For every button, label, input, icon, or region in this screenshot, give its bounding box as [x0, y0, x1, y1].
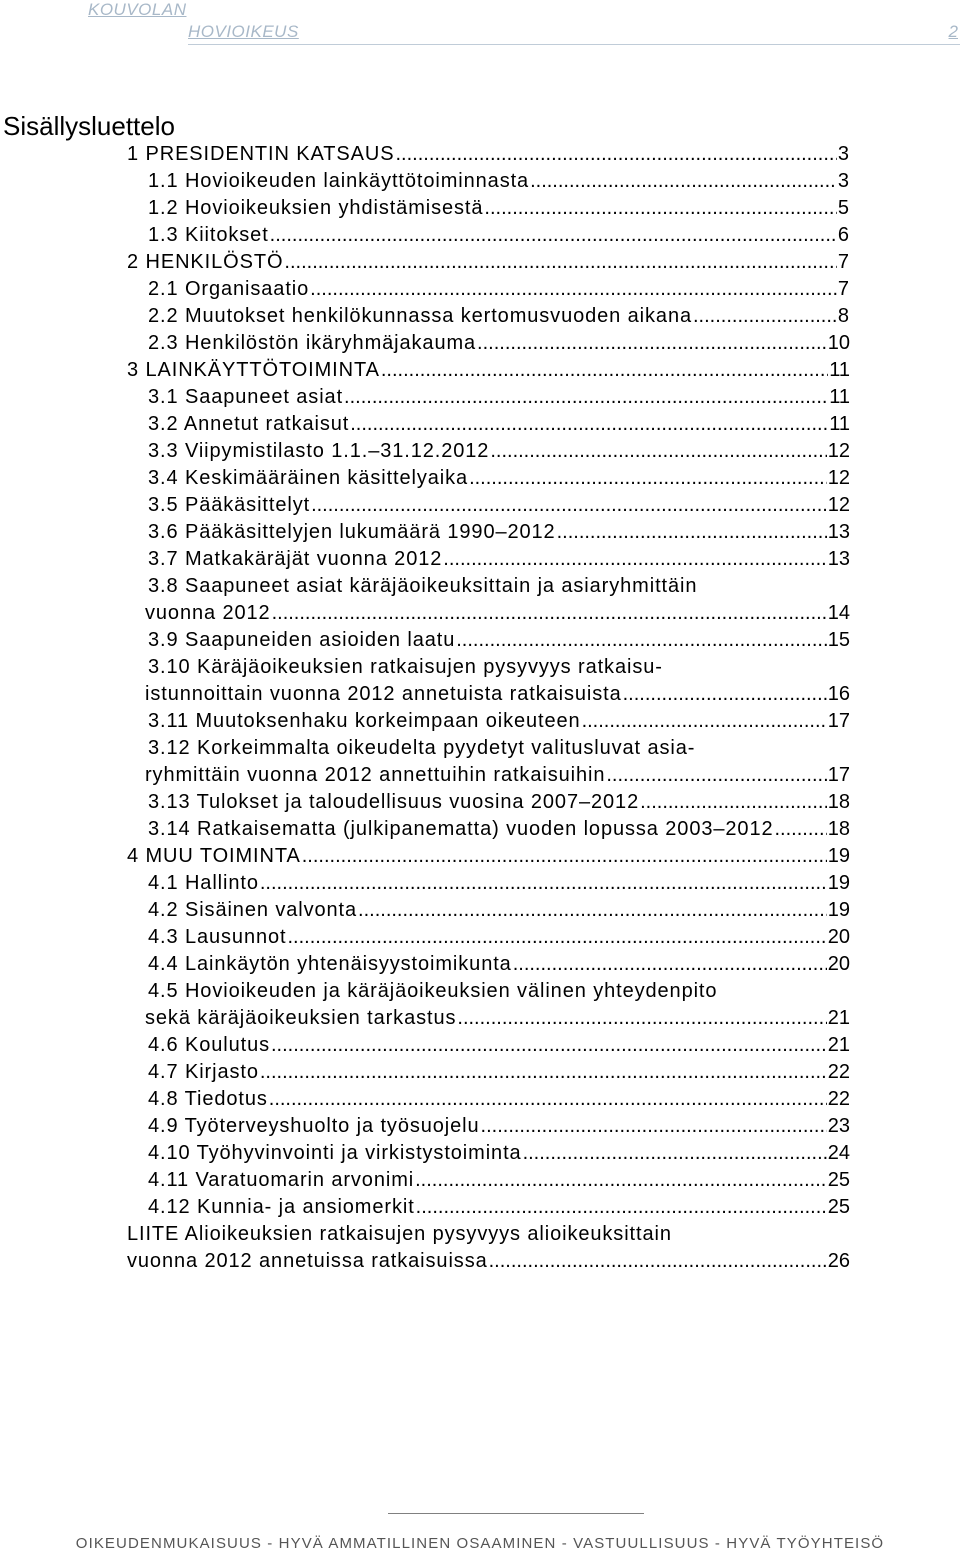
toc-leader-dots	[606, 764, 826, 787]
toc-page-number: 3	[837, 170, 849, 192]
toc-entry[interactable]	[148, 818, 850, 845]
toc-entry[interactable]	[148, 1115, 850, 1142]
toc-entry[interactable]	[145, 764, 850, 791]
page-title: Sisällysluettelo	[3, 111, 175, 142]
toc-leader-dots	[284, 251, 836, 274]
toc-entry[interactable]	[148, 629, 850, 656]
toc-leader-dots	[311, 494, 827, 517]
toc-entry-continuation: ryhmittäin vuonna 2012 annettuihin ratkaisuihin	[145, 764, 606, 786]
header-court-name: HOVIOIKEUS	[188, 22, 299, 41]
toc-leader-dots	[302, 845, 827, 868]
toc-leader-dots	[415, 1169, 827, 1192]
toc-entry[interactable]	[148, 710, 850, 737]
toc-page-number: 11	[829, 413, 850, 435]
toc-leader-dots	[489, 1250, 827, 1273]
toc-entry[interactable]	[148, 413, 850, 440]
toc-leader-dots	[344, 386, 828, 409]
toc-entry[interactable]	[148, 926, 850, 953]
toc-entry-text: 3.13 Tulokset ja taloudellisuus vuosina 2007–2012	[148, 791, 640, 813]
toc-entry[interactable]	[148, 305, 849, 332]
toc-leader-dots	[350, 413, 828, 436]
toc-leader-dots	[270, 224, 837, 247]
header-rule	[188, 44, 960, 45]
toc-leader-dots	[416, 1196, 827, 1219]
toc-page-number: 12	[827, 494, 850, 516]
toc-entry-text: 3.3 Viipymistilasto 1.1.–31.12.2012	[148, 440, 490, 462]
toc-page-number: 16	[827, 683, 850, 705]
toc-leader-dots	[310, 278, 837, 301]
toc-entry-continuation: sekä käräjäoikeuksien tarkastus	[145, 1007, 457, 1029]
toc-entry[interactable]	[148, 467, 850, 494]
toc-entry-text: 2.1 Organisaatio	[148, 278, 310, 300]
toc-entry-text: 4.6 Koulutus	[148, 1034, 270, 1056]
toc-entry[interactable]	[148, 872, 850, 899]
toc-entry[interactable]	[148, 224, 849, 251]
toc-entry-text: 3.9 Saapuneiden asioiden laatu	[148, 629, 456, 651]
toc-entry[interactable]	[145, 1007, 850, 1034]
toc-page-number: 19	[827, 899, 850, 921]
toc-page-number: 25	[827, 1196, 850, 1218]
toc-entry-text: 4.4 Lainkäytön yhtenäisyystoimikunta	[148, 953, 512, 975]
toc-entry[interactable]	[148, 1142, 850, 1169]
toc-entry[interactable]	[148, 1196, 850, 1223]
toc-entry[interactable]	[127, 1250, 850, 1277]
toc-leader-dots	[477, 332, 827, 355]
toc-leader-dots	[358, 899, 827, 922]
toc-entry-text: 3.1 Saapuneet asiat	[148, 386, 344, 408]
toc-entry-text: 4.10 Työhyvinvointi ja virkistystoiminta	[148, 1142, 522, 1164]
toc-entry-text: 1.1 Hovioikeuden lainkäyttötoiminnasta	[148, 170, 530, 192]
toc-page-number: 22	[827, 1088, 850, 1110]
toc-page-number: 19	[827, 845, 850, 867]
toc-leader-dots	[443, 548, 826, 571]
toc-entry-text[interactable]: 3.12 Korkeimmalta oikeudelta pyydetyt valitusluvat asia-	[148, 737, 696, 759]
header-court-city: KOUVOLAN	[88, 0, 187, 19]
toc-leader-dots	[484, 197, 836, 220]
toc-page-number: 23	[827, 1115, 850, 1137]
toc-entry[interactable]	[148, 1088, 850, 1115]
toc-entry[interactable]	[148, 332, 850, 359]
toc-page-number: 8	[837, 305, 849, 327]
toc-entry-text[interactable]: LIITE Alioikeuksien ratkaisujen pysyvyys alioikeuksittain	[127, 1223, 672, 1245]
toc-leader-dots	[774, 818, 826, 841]
toc-entry-text: 4.1 Hallinto	[148, 872, 259, 894]
toc-entry-text: 2 HENKILÖSTÖ	[127, 251, 284, 273]
toc-entry-text: 1.2 Hovioikeuksien yhdistämisestä	[148, 197, 484, 219]
toc-entry-text: 3.4 Keskimääräinen käsittelyaika	[148, 467, 469, 489]
toc-entry-text: 3 LAINKÄYTTÖTOIMINTA	[127, 359, 380, 381]
toc-page-number: 13	[827, 521, 850, 543]
toc-entry-text: 4.7 Kirjasto	[148, 1061, 259, 1083]
toc-page-number: 17	[827, 710, 850, 732]
header-page-number: 2	[948, 22, 958, 41]
toc-page-number: 6	[837, 224, 849, 246]
toc-entry-text: 3.6 Pääkäsittelyjen lukumäärä 1990–2012	[148, 521, 556, 543]
toc-entry-text: 1.3 Kiitokset	[148, 224, 269, 246]
toc-entry[interactable]	[148, 1034, 850, 1061]
toc-entry-continuation: vuonna 2012 annetuissa ratkaisuissa	[127, 1250, 488, 1272]
toc-entry-text: 3.2 Annetut ratkaisut	[148, 413, 350, 435]
toc-entry[interactable]	[148, 197, 849, 224]
toc-entry-text: 3.14 Ratkaisematta (julkipanematta) vuoden lopussa 2003–2012	[148, 818, 774, 840]
toc-leader-dots	[260, 1061, 827, 1084]
toc-entry[interactable]	[148, 791, 850, 818]
toc-leader-dots	[271, 1034, 827, 1057]
toc-entry[interactable]	[127, 251, 849, 278]
toc-leader-dots	[269, 1088, 827, 1111]
toc-entry-text: 4.12 Kunnia- ja ansiomerkit	[148, 1196, 415, 1218]
toc-entry-text: 2.3 Henkilöstön ikäryhmäjakauma	[148, 332, 477, 354]
toc-entry[interactable]	[148, 1169, 850, 1196]
toc-entry-text: 4.2 Sisäinen valvonta	[148, 899, 358, 921]
toc-leader-dots	[557, 521, 827, 544]
toc-page-number: 25	[827, 1169, 850, 1191]
toc-page-number: 22	[827, 1061, 850, 1083]
toc-entry[interactable]	[148, 170, 849, 197]
toc-leader-dots	[287, 926, 826, 949]
toc-entry[interactable]	[148, 278, 849, 305]
toc-leader-dots	[513, 953, 827, 976]
toc-page-number: 11	[829, 386, 850, 408]
toc-entry-text: 4 MUU TOIMINTA	[127, 845, 301, 867]
toc-entry-text: 4.8 Tiedotus	[148, 1088, 268, 1110]
toc-page-number: 5	[837, 197, 849, 219]
toc-entry[interactable]	[148, 548, 850, 575]
toc-leader-dots	[623, 683, 827, 706]
toc-entry-text: 4.3 Lausunnot	[148, 926, 287, 948]
toc-leader-dots	[456, 629, 827, 652]
toc-page-number: 7	[837, 278, 849, 300]
toc-page-number: 10	[827, 332, 850, 354]
toc-page-number: 13	[827, 548, 850, 570]
toc-entry-text: 2.2 Muutokset henkilökunnassa kertomusvuoden aikana	[148, 305, 692, 327]
toc-entry-continuation: vuonna 2012	[145, 602, 271, 624]
toc-leader-dots	[530, 170, 837, 193]
toc-page-number: 3	[837, 143, 849, 165]
toc-entry-text: 3.5 Pääkäsittelyt	[148, 494, 311, 516]
toc-leader-dots	[523, 1142, 827, 1165]
toc-entry-text: 4.11 Varatuomarin arvonimi	[148, 1169, 415, 1191]
toc-entry[interactable]	[145, 602, 850, 629]
toc-entry-text: 3.11 Muutoksenhaku korkeimpaan oikeuteen	[148, 710, 581, 732]
toc-leader-dots	[457, 1007, 826, 1030]
toc-page-number: 24	[827, 1142, 850, 1164]
toc-leader-dots	[640, 791, 827, 814]
toc-page-number: 21	[827, 1007, 850, 1029]
toc-leader-dots	[693, 305, 837, 328]
toc-entry-continuation: istunnoittain vuonna 2012 annetuista ratkaisuista	[145, 683, 622, 705]
toc-page-number: 12	[827, 467, 850, 489]
toc-page-number: 20	[827, 926, 850, 948]
toc-page-number: 21	[827, 1034, 850, 1056]
toc-entry[interactable]	[148, 1061, 850, 1088]
toc-entry[interactable]	[145, 683, 850, 710]
toc-entry[interactable]	[127, 845, 850, 872]
toc-page-number: 18	[827, 791, 850, 813]
toc-leader-dots	[272, 602, 827, 625]
toc-leader-dots	[260, 872, 827, 895]
toc-page-number: 20	[827, 953, 850, 975]
footer-rule	[388, 1513, 644, 1514]
toc-leader-dots	[381, 359, 828, 382]
toc-page-number: 11	[829, 359, 850, 381]
toc-leader-dots	[582, 710, 827, 733]
toc-entry[interactable]	[127, 359, 850, 386]
toc-page-number: 7	[837, 251, 849, 273]
toc-leader-dots	[490, 440, 826, 463]
toc-page-number: 14	[827, 602, 850, 624]
toc-entry[interactable]	[127, 143, 849, 170]
toc-entry[interactable]	[148, 494, 850, 521]
toc-page-number: 19	[827, 872, 850, 894]
footer-values: OIKEUDENMUKAISUUS - HYVÄ AMMATILLINEN OSAAMINEN - VASTUULLISUUS - HYVÄ TYÖYHTEISÖ	[75, 1535, 885, 1552]
toc-entry[interactable]	[148, 953, 850, 980]
toc-page-number: 18	[827, 818, 850, 840]
toc-entry[interactable]	[148, 521, 850, 548]
toc-page-number: 17	[827, 764, 850, 786]
toc-entry-text[interactable]: 4.5 Hovioikeuden ja käräjäoikeuksien välinen yhteydenpito	[148, 980, 718, 1002]
toc-leader-dots	[395, 143, 836, 166]
toc-page-number: 26	[827, 1250, 850, 1272]
toc-page-number: 12	[827, 440, 850, 462]
toc-entry-text: 1 PRESIDENTIN KATSAUS	[127, 143, 395, 165]
toc-page-number: 15	[827, 629, 850, 651]
toc-entry-text: 4.9 Työterveyshuolto ja työsuojelu	[148, 1115, 480, 1137]
toc-entry-text[interactable]: 3.10 Käräjäoikeuksien ratkaisujen pysyvyys ratkaisu-	[148, 656, 663, 678]
toc-leader-dots	[469, 467, 827, 490]
toc-entry[interactable]	[148, 440, 850, 467]
toc-entry-text[interactable]: 3.8 Saapuneet asiat käräjäoikeuksittain ja asiaryhmittäin	[148, 575, 698, 597]
toc-entry-text: 3.7 Matkakäräjät vuonna 2012	[148, 548, 443, 570]
toc-entry[interactable]	[148, 899, 850, 926]
toc-entry[interactable]	[148, 386, 850, 413]
toc-leader-dots	[481, 1115, 827, 1138]
